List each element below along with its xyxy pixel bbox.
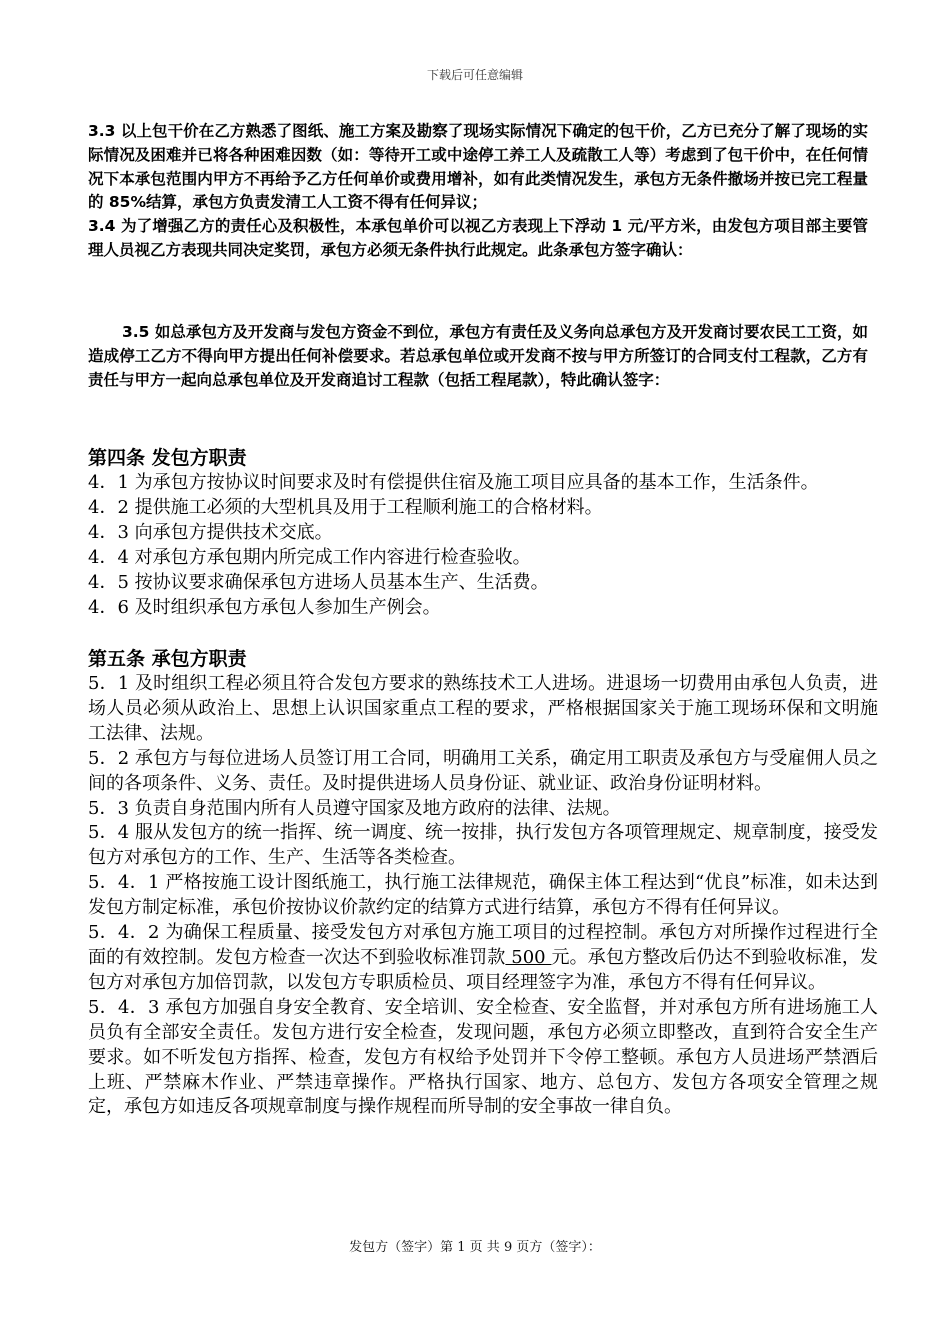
clause-5-4-2-text-before: 5．4．2 为确保工程质量、接受发包方对承包方施工项目的过程控制。承包方对所操作过程进行全面的有效控制。发包方检查一次达不到验收标准罚款	[88, 922, 878, 968]
clause-3-5: 3.5 如总承包方及开发商与发包方资金不到位，承包方有责任及义务向总承包方及开发商讨要农民工工资，如造成停工乙方不得向甲方提出任何补偿要求。若总承包单位或开发商不按与甲方所签订的合同支付工程款，乙方有责任与甲方一起向总承包单位及开发商追讨工程款（包括工程尾款），特此确认签字：	[88, 323, 868, 389]
clause-5-4-2-text-after: 元。承包方整改后仍达不到验收标准，发包方对承包方加倍罚款，以发包方专职质检员、项目经理签字为准，承包方不得有任何异议。	[88, 946, 879, 993]
page-footer: 发包方（签字）第 1 页 共 9 页方（签字）：	[349, 1240, 601, 1255]
clause-4-4: 4．4 对承包方承包期内所完成工作内容进行检查验收。	[88, 546, 531, 568]
clause-5-1: 5．1 及时组织工程必须且符合发包方要求的熟练技术工人进场。进退场一切费用由承包人负责，进场人员必须从政治上、思想上认识国家重点工程的要求，严格根据国家关于施工现场环保和文明施工法律、法规。	[88, 673, 878, 744]
clause-3-3: 3.3 以上包干价在乙方熟悉了图纸、施工方案及勘察了现场实际情况下确定的包干价，乙方已充分了解了现场的实际情况及困难并已将各种困难因数（如：等待开工或中途停工养工人及疏散工人等）考虑到了包干价中，在任何情况下本承包范围内甲方不再给予乙方任何单价或费用增补，如有此类情况发生，承包方无条件撤场并按已完工程量的 85%结算，承包方负责发清工人工资不得有任何异议；	[88, 122, 868, 212]
clause-5-3: 5．3 负责自身范围内所有人员遵守国家及地方政府的法律、法规。	[88, 797, 621, 819]
clause-5-4-1: 5．4．1 严格按施工设计图纸施工，执行施工法律规范，确保主体工程达到“优良”标准，如未达到发包方制定标准，承包价按协议价款约定的结算方式进行结算，承包方不得有任何异议。	[88, 872, 878, 919]
clause-4-3: 4．3 向承包方提供技术交底。	[88, 521, 333, 543]
clause-4-5: 4．5 按协议要求确保承包方进场人员基本生产、生活费。	[88, 571, 549, 593]
clause-5-4-3: 5．4．3 承包方加强自身安全教育、安全培训、安全检查、安全监督，并对承包方所有进场施工人员负有全部安全责任。发包方进行安全检查，发现问题，承包方必须立即整改，直到符合安全生产要求。如不听发包方指挥、检查，发包方有权给予处罚并下令停工整顿。承包方人员进场严禁酒后上班、严禁麻木作业、严禁违章操作。严格执行国家、地方、总包方、发包方各项安全管理之规定，承包方如违反各项规章制度与操作规程而所导制的安全事故一律自负。	[88, 996, 878, 1118]
clause-5-2: 5．2 承包方与每位进场人员签订用工合同，明确用工关系，确定用工职责及承包方与受雇佣人员之间的各项条件、义务、责任。及时提供进场人员身份证、就业证、政治身份证明材料。	[88, 747, 878, 794]
article-4-heading: 第四条 发包方职责	[88, 447, 247, 469]
clause-3-5-block	[88, 321, 868, 392]
clause-4-1: 4．1 为承包方按协议时间要求及时有偿提供住宿及施工项目应具备的基本工作，生活条件。	[88, 472, 819, 493]
clause-5-4: 5．4 服从发包方的统一指挥、统一调度、统一按排，执行发包方各项管理规定、规章制度，接受发包方对承包方的工作、生产、生活等各类检查。	[88, 822, 878, 869]
article-5-clauses	[88, 672, 878, 1120]
clause-3-4: 3.4 为了增强乙方的责任心及积极性，本承包单价可以视乙方表现上下浮动 1 元/平方米，由发包方项目部主要管理人员视乙方表现共同决定奖罚，承包方必须无条件执行此规定。此条承包方签字确认：	[88, 217, 868, 259]
article-5-heading: 第五条 承包方职责	[88, 648, 247, 670]
clause-4-2: 4．2 提供施工必须的大型机具及用于工程顺利施工的合格材料。	[88, 496, 603, 518]
clause-5-4-2	[88, 921, 878, 996]
clause-4-6: 4．6 及时组织承包方承包人参加生产例会。	[88, 596, 441, 618]
article-4-clauses	[88, 471, 878, 620]
header-note: 下载后可任意编辑	[426, 68, 523, 82]
penalty-amount: 500	[505, 946, 552, 968]
clauses-3-3-to-3-4	[88, 120, 868, 263]
